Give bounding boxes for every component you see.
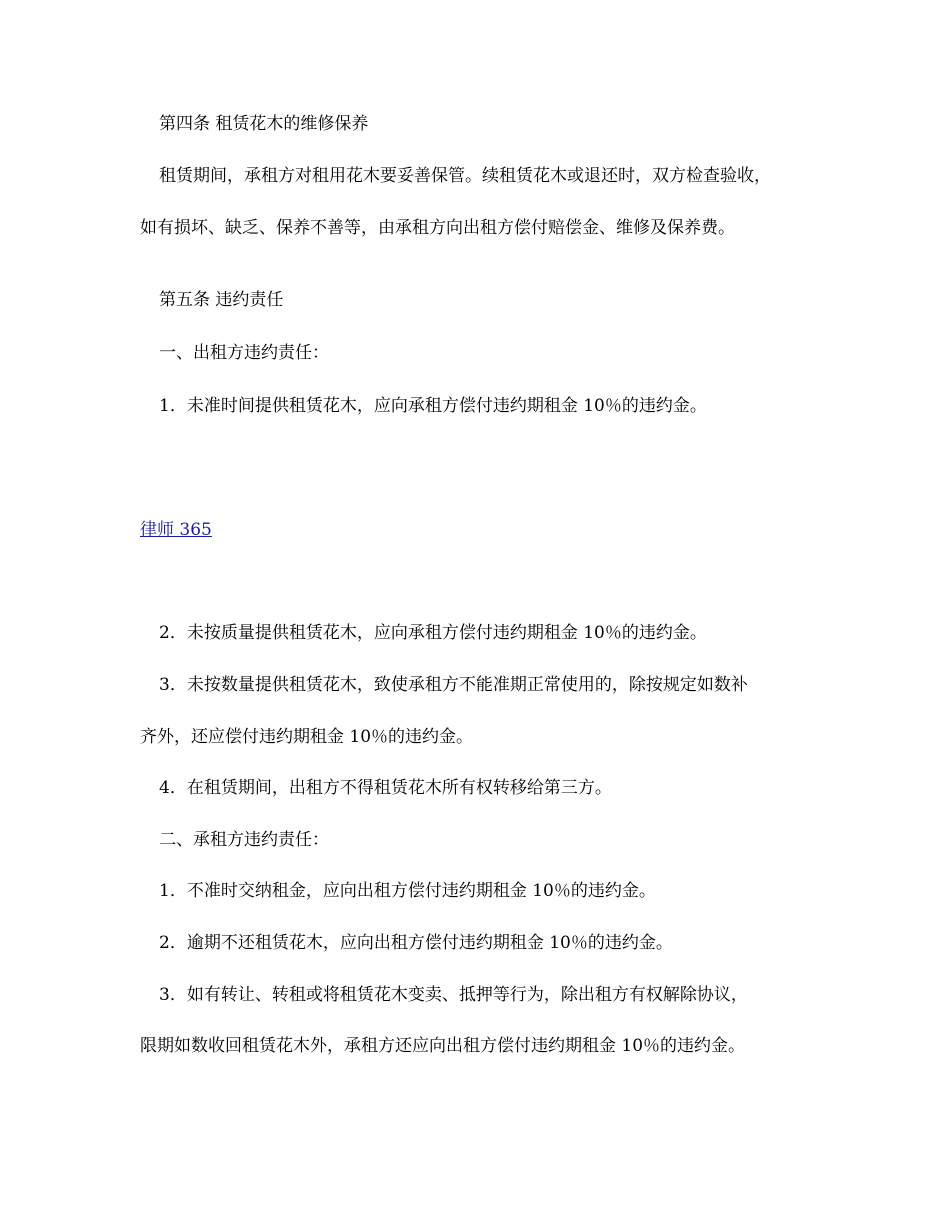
lessor-item-3-line2: 齐外，还应偿付违约期租金 10％的违约金。 [140,727,474,747]
lessee-item-3-line2: 限期如数收回租赁花木外，承租方还应向出租方偿付违约期租金 10％的违约金。 [140,1036,746,1056]
lessee-item-2: 2．逾期不还租赁花木，应向出租方偿付违约期租金 10％的违约金。 [159,933,673,953]
lawyer365-link-text[interactable]: 律师 365 [140,520,212,540]
lessor-item-2: 2．未按质量提供租赁花木，应向承租方偿付违约期租金 10％的违约金。 [159,623,707,643]
article5-heading: 第五条 违约责任 [159,290,284,310]
lessor-item-3-line1: 3．未按数量提供租赁花木，致使承租方不能准期正常使用的，除按规定如数补 [159,675,748,695]
lessee-breach-heading: 二、承租方违约责任： [159,830,329,850]
lawyer365-link[interactable] [140,519,840,541]
lessee-item-3-line1: 3．如有转让、转租或将租赁花木变卖、抵押等行为，除出租方有权解除协议， [159,985,748,1005]
lessor-breach-heading: 一、出租方违约责任： [159,343,329,363]
lessee-item-1: 1．不准时交纳租金，应向出租方偿付违约期租金 10％的违约金。 [159,881,656,901]
article4-paragraph-line2: 如有损坏、缺乏、保养不善等，由承租方向出租方偿付赔偿金、维修及保养费。 [140,218,735,238]
lessor-item-4: 4．在租赁期间，出租方不得租赁花木所有权转移给第三方。 [159,778,612,798]
lessor-item-1: 1．未准时间提供租赁花木，应向承租方偿付违约期租金 10％的违约金。 [159,396,707,416]
article4-heading: 第四条 租赁花木的维修保养 [159,114,369,134]
article4-paragraph-line1: 租赁期间，承租方对租用花木要妥善保管。续租赁花木或退还时，双方检查验收， [159,166,771,186]
